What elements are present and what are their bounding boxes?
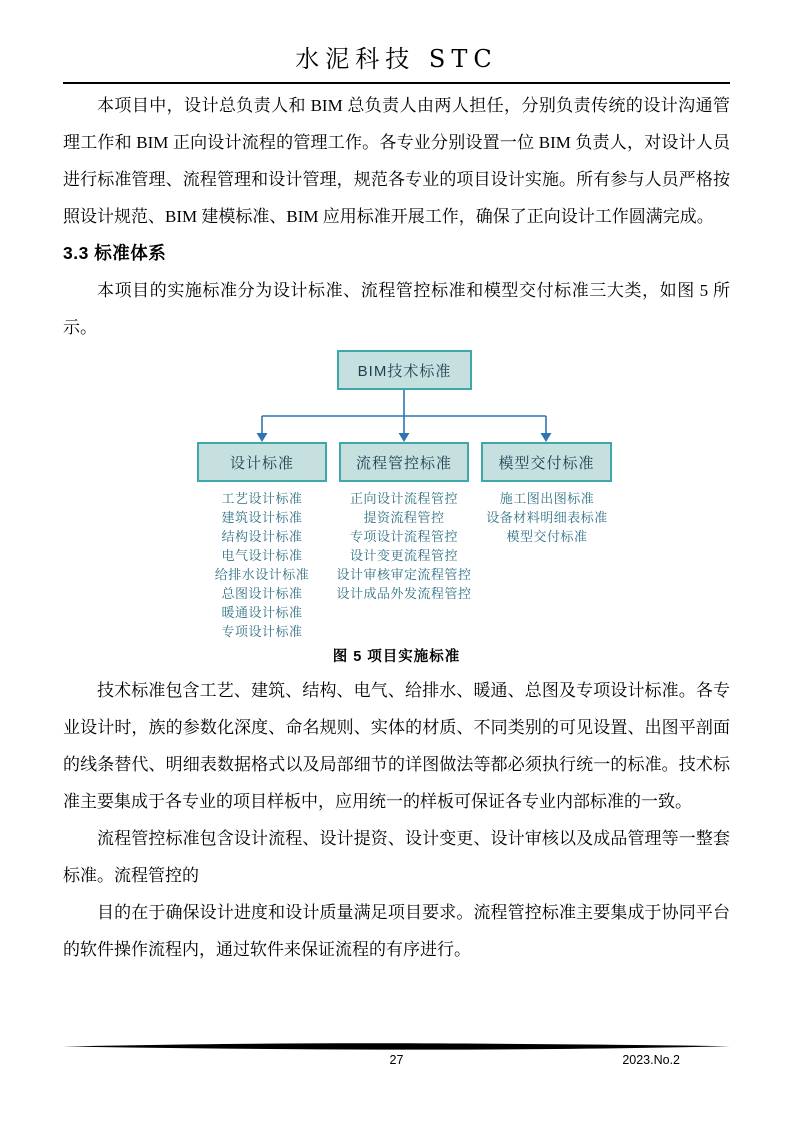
diagram-list-model-delivery (457, 489, 637, 546)
paragraph-standards-intro: 本项目的实施标准分为设计标准、流程管控标准和模型交付标准三大类，如图 5 所示。 (63, 281, 730, 337)
arrow-down-icon (399, 433, 410, 442)
diagram-node-root: BIM技术标准 (337, 350, 472, 390)
list-item: 工艺设计标准 (221, 491, 303, 506)
list-item: 结构设计标准 (221, 529, 303, 544)
page-footer (63, 1042, 730, 1067)
list-item: 模型交付标准 (506, 529, 588, 544)
arrow-down-icon (541, 433, 552, 442)
list-item: 正向设计流程管控 (349, 491, 458, 506)
figure-5-caption: 图 5 项目实施标准 (332, 649, 461, 665)
paragraph-project-roles: 本项目中，设计总负责人和 BIM 总负责人由两人担任，分别负责传统的设计沟通管理工作和 BIM 正向设计流程的管理工作。各专业分别设置一位 BIM 负责人，对设计人员进行标准管理、流程管理和设计管理，规范各专业的项目设计实施。所有参与人员严格按照设计规范、BIM 建模标准、BIM 应用标准开展工作，确保了正向设计工作圆满完成。 (63, 96, 730, 226)
list-item: 设计审核审定流程管控 (336, 567, 472, 582)
page-number: 27 (389, 1053, 404, 1067)
section-heading-3-3: 3.3 标准体系 (63, 243, 167, 263)
paragraph-process-purpose: 目的在于确保设计进度和设计质量满足项目要求。流程管控标准主要集成于协同平台的软件操作流程内，通过软件来保证流程的有序进行。 (63, 903, 730, 959)
list-item: 设备材料明细表标准 (486, 510, 608, 525)
list-item: 专项设计标准 (221, 624, 303, 639)
list-item: 专项设计流程管控 (349, 529, 458, 544)
figure-5-diagram (63, 348, 730, 644)
paragraph-process-standards: 流程管控标准包含设计流程、设计提资、设计变更、设计审核以及成品管理等一整套标准。流程管控的 (63, 829, 730, 885)
list-item: 给排水设计标准 (214, 567, 310, 582)
list-item: 提资流程管控 (363, 510, 445, 525)
footer-row (63, 1053, 730, 1067)
issue-label: 2023.No.2 (622, 1053, 680, 1067)
list-item: 设计变更流程管控 (349, 548, 458, 563)
page-content (63, 0, 730, 968)
list-item: 施工图出图标准 (499, 491, 595, 506)
list-item: 建筑设计标准 (221, 510, 303, 525)
footer-rule (63, 1042, 730, 1052)
journal-title: 水泥科技 STC (295, 45, 498, 73)
arrow-down-icon (257, 433, 268, 442)
diagram-node-model-delivery-standard: 模型交付标准 (481, 442, 612, 482)
diagram-node-design-standard: 设计标准 (197, 442, 327, 482)
list-item: 暖通设计标准 (221, 605, 303, 620)
list-item: 总图设计标准 (221, 586, 303, 601)
list-item: 电气设计标准 (221, 548, 303, 563)
header-rule (63, 82, 730, 84)
diagram-node-process-control-standard: 流程管控标准 (339, 442, 469, 482)
paragraph-technical-standards: 技术标准包含工艺、建筑、结构、电气、给排水、暖通、总图及专项设计标准。各专业设计时，族的参数化深度、命名规则、实体的材质、不同类别的可见设置、出图平剖面的线条替代、明细表数据格式以及局部细节的详图做法等都必须执行统一的标准。技术标准主要集成于各专业的项目样板中，应用统一的样板可保证各专业内部标准的一致。 (63, 681, 730, 811)
list-item: 设计成品外发流程管控 (336, 586, 472, 601)
